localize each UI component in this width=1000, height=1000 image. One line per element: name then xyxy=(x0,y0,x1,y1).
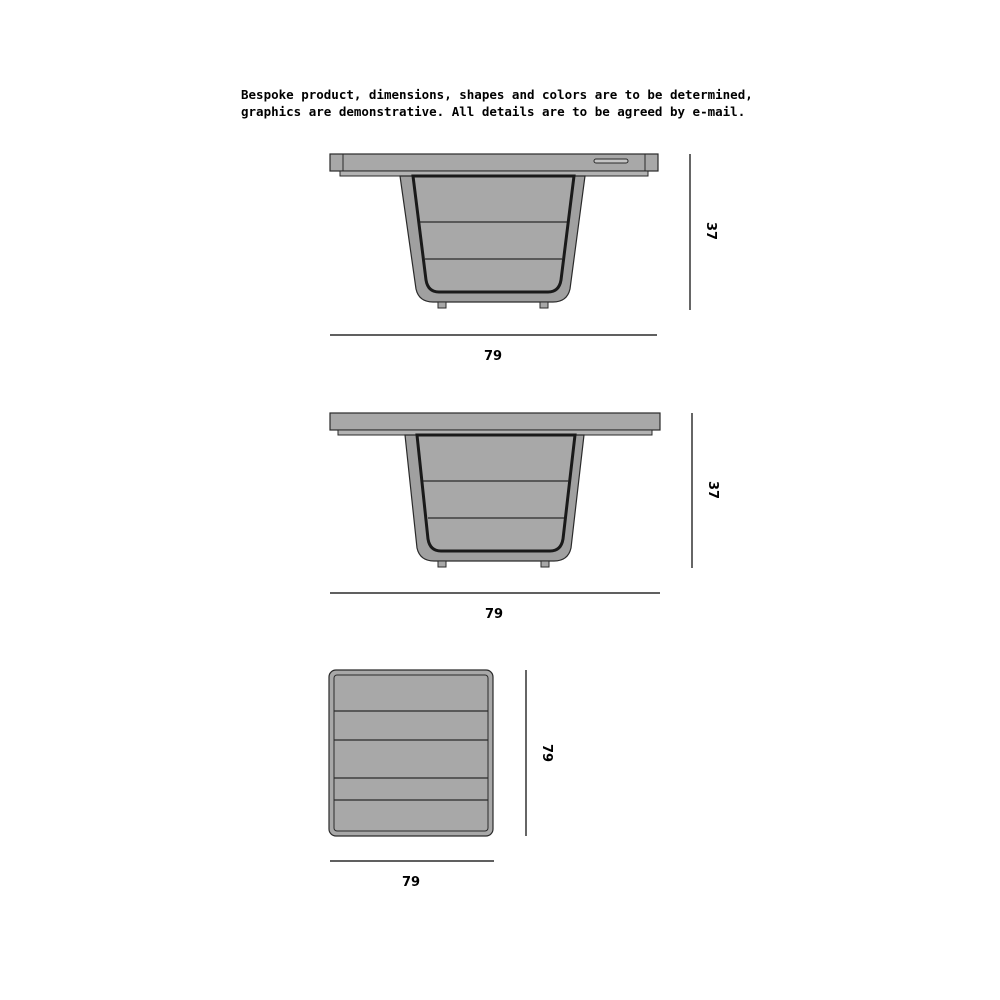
front-view-foot xyxy=(438,302,446,308)
top-view xyxy=(329,670,554,890)
side-view xyxy=(330,413,720,622)
side-view-tabletop xyxy=(330,413,660,430)
front-view-foot xyxy=(540,302,548,308)
side-view-width-label: 79 xyxy=(484,607,504,622)
front-view xyxy=(330,154,718,364)
side-view-foot xyxy=(438,561,446,567)
front-view-cushion xyxy=(413,176,574,292)
side-view-cushion xyxy=(417,435,575,551)
top-view-inner-panel xyxy=(334,675,488,831)
disclaimer-line-1: Bespoke product, dimensions, shapes and colors are to be determined, xyxy=(241,87,753,102)
front-view-width-label: 79 xyxy=(483,349,503,364)
front-view-handle xyxy=(594,159,628,163)
top-view-width-label: 79 xyxy=(401,875,421,890)
top-view-depth-label: 79 xyxy=(539,743,554,763)
disclaimer-line-2: graphics are demonstrative. All details are to be agreed by e-mail. xyxy=(241,104,746,119)
front-view-height-label: 37 xyxy=(703,221,718,241)
side-view-foot xyxy=(541,561,549,567)
side-view-height-label: 37 xyxy=(705,480,720,500)
